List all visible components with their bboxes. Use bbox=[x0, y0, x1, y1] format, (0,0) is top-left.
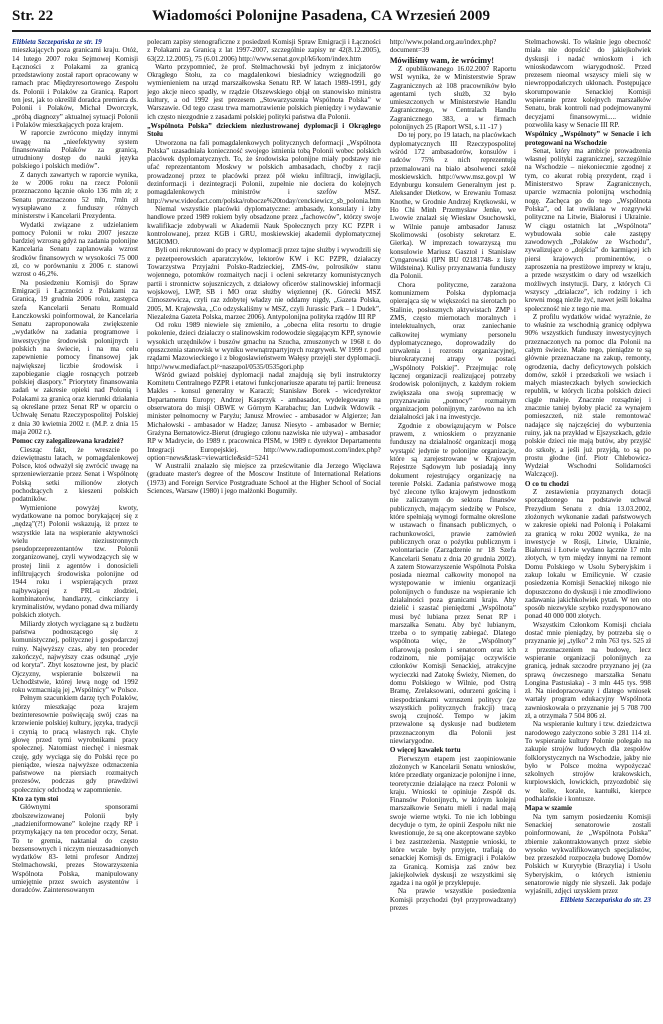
section-heading: Kto za tym stoi bbox=[12, 795, 59, 804]
section-heading: „Wspólnota Polska” dzieckiem niezlustrowanej dyplomacji i Okrągłego Stołu bbox=[147, 121, 381, 139]
paragraph: Ciesząc fakt, że wreszcie po dziewiętnastu latach, w pomagdalenkowej Polsce, ktoś odważył się zwrócić uwagę na sprzeniewierzanie przez Senat i Wspólnotę Polską setki milionów złotych pochodzących z kieszeni polskich podatników. bbox=[12, 445, 139, 504]
paragraph: Wymienione powyżej kwoty, wydatkowane na pomoc borykającej się z „nędzą”(?!) Polonii wskazują, iż przez te wszystkie lata na wspieranie aktywności wielu nieziustronnych pseudoprzeprezentantów tzw. Polonii zorganizowanej, czyli wywodzących się w prostej linii z agentów i donosicieli infiltrujących środowiska polonijne od 1944 roku i wspierających przez najbywającej z PRL-u złodziei, kombinatorów, handlarzy, cinkciarzy i kryminalistów, wydano ponad dwa miliardy polskich złotych. bbox=[12, 503, 139, 620]
paragraph: Chora polityczne, zarażona komunizmem Polska dyplomacja opierająca się w większości na sierotach po Stalinie, posłusznych aktywistach ZMP i ZMS, często miernotach moralnych i intelektualnych, oraz zaniechanie całkowitej wymiany personelu dyplomatycznego, doprowadziły do utrwalenia i rozrostu organizacyjnej, biurokratycznej atrapy w postaci „Wspólnoty Polskiej”. Przejmując rolę łącznej organizacji realizującej potrzeby środowisk polonijnych, z każdym rokiem zwiększała ona swoją supremację w przyznawaniu „pomocy” rozmaitym organizacjom polonijnym, zarówno na ich działalności jak i na inwestycje. bbox=[389, 280, 516, 422]
paragraph: Do tej pory, po 19 latach, na placówkach dyplomatycznych III Rzeczypospolitej wśród 172 ambasadorów, konsulów i radców 75% z nich reprezentują przemalowani na biało absolwenci szkół moskiewskich. http://www.msz.gov.pl W Edynburgu konsulem Generalnym jest p. Aleksander Dietkow, w Erewaniu Tomasz Knothe, w Grodnie Andrzej Krętkowski, w Ho Chi Minh Przemysław Jenke, we Lwowie znalazł się Wiesław Osuchowski, w Wilnie panuje ambasador Janusz Skolimowski (osobisty sekretarz E. Gierka). W imprezach towarzyszą mu konsulowie Mariusz Gasztoł i Stanisław Cyngarowski (IPN BU 02181748- z listy Wildsteina). Kulisy przyznawania funduszy dla Polonii. bbox=[389, 131, 516, 281]
paragraph: Od roku 1989 niewiele się zmieniło, a „obecna elita resortu to drugie pokolenie, dzieci działaczy o stalinowskim rodowodzie sięgającym KPP, synowie wysokich urzędników i buszów gmachu na Szucha, zmuszonych w 1968 r. do opuszczenia stanowisk w wyniku wewnątrzpartyjnych rozgrywek. W 1999 r. pod rządami Mazowieckiego i z błogosławieństwem Wałęsy przejęli ster dyplomacji. http://www.mediafact.pl/~naszapol/0535/0535gori.php bbox=[147, 321, 381, 371]
paragraph: Wśród gwiazd polskiej dyplomacji nadal znajdują się byli instruktorzy Komitetu Centralnego PZPR i etatowi funkcjonariusze aparatu tej partii: Ireneusz Makles - konsul generalny w Karaczi; Stanisław Borek - wicedyrektor Departamentu Europy; Andrzej Kasprzyk - ambasador, wydelegowany na obserwatora do misji OBWE w Górnym Karabachu; Jan Ludwik Wdowik - minister pełnomocny w Paryżu; Janusz Mrowiec - ambasador w Algierze; Jan Michałowski - ambasador w Hadze; Janusz Niesyto - ambasador w Bernie; Grażyna Bernatowicz-Bierut (drugiego członu nazwiska nie używa) - ambasador RP w Madrycie, do 1989 r. pracownica PISM, w 1989 r. dyrektor Departamentu Integracji Europejskiej. http://www.radiopomost.com/index.php?option=news&task=viewarticle&sid=5241 bbox=[147, 370, 381, 462]
column-3 bbox=[390, 38, 516, 1012]
column-1 bbox=[12, 38, 138, 1012]
paragraph: Z danych zawartych w raporcie wynika, że w 2006 roku na rzecz Polonii przeznaczono łącznie około 136 mln zł; z Senatu przeznaczono 52 mln, 7mln zł wysupławano z funduszy różnych ministerstw i Kancelarii Prezydenta. bbox=[12, 170, 139, 221]
paragraph: Miliardy złotych wyciągane są z budżetu państwa podnoszącego się z komunistycznej, politycznej i gospodarczej ruiny. Najwyższy czas, aby ten proceder zakończyć, najwyższy czas odsunąć „ryje od koryta”. Zbyt kosztowne jest, by płacić Ojczyzny, wspieranie bolszewii na Uchodźstwie, której lewą nogę od 1992 roku wzmacniają jej „Wspólnicy” w Polsce. bbox=[12, 619, 139, 695]
continued-on-byline: Elżbieta Szczepańska do str. 23 bbox=[559, 895, 651, 904]
paragraph: Warto przypomnieć, że prof. Stelmachowski był jednym z inicjatorów Okrągłego Stołu, za co magdalenkowi biesiadnicy wzięgnodzili go wymienieniem na urząd marszałkowska Senatu RP. W latach 1989-1991, gdy jego akcje nieco spadły, w rządzie Olszewskiego objął on stanowisko ministra kultury, a od 1992 jest prezesem „Stowarzyszenia Wspólnota Polska” w Warszawie. Od tego czasu trwa marnotrawienie polskich pieniędzy i wydawanie ich często niezgodnie z zasadami polskiej polityki państwa dla Polonii. bbox=[147, 62, 381, 121]
column-2 bbox=[147, 38, 381, 1012]
paragraph: Stelmachowski. To właśnie jego obecność miała nie dopuścić do jakiejkolwiek dyskusji i nadać wnioskom i ich wnioskodawcom wiarygodność. Przed prezesem nieomal wszyscy mieli się w niewroppodańczych ukłonach. Postępujące skorumpowanie Senackiej Komisji wspieranie przez kolejnych marszałków Senatu, brak kontroli nad podejmowanymi decyzjami finansowymi..... widnie pozwoliła kasy w Senacie III RP. bbox=[524, 38, 651, 129]
section-heading: Pomoc czy zalegalizowana kradzież? bbox=[12, 437, 124, 446]
paragraph: Zgodnie z obowiązującym w Polsce prawem, z wnioskiem o przyznanie funduszy na działalność organizacji mogą wystąpić jedynie te polonijne organizacje, które są zarejestrowane w Krajowym Rejestrze Sądowym lub posiadają inny dokument rejestrujący organizację na terenie Polski. Zadania państwowe mogą być zlecone tylko krajowym jednostkom nie zaliczanym do sektora finansów publicznych, mającym siedzibę w Polsce, które spełniają wymogi formalne określone w ustawach o finansach publicznych, o rachunkowości, prawie zamówień publicznych oraz o pożytku publicznym i wolontariacie (Zarządzenie nr 18 Szefa Kancelarii Senatu z dnia 20 grudnia 2002). A zatem Stowarzyszenie Wspólnota Polska posiada niezmal całkowity monopol na występowanie w imieniu organizacji polonijnych o fundusze na wspieranie ich działalności poza granicami kraju. Aby dzielić i szastać pieniędzmi „Wspólnota” musi być lubiana przez Senat RP i marszałka Senatu. Aby być lubianym, trzeba o to sympatię zabiegać. Dlatego wspólnota więc, że „Wspólnoty” ofiarowują posłom i senatorom oraz ich rodzinom, nie pomijając oczywiście członków Komisji Senackiej, atrakcyjne wycieczki nad Zatokę Świeży, Niemen, do domu Polskiego w Wilnie, pod Ostrą Bramę, Zrelaksowani, odurzeni gościną i niespodziankami wzruszeni politycy (ze wszystkich politycznych frakcji) tracą swoją czujność. Tempo w jakim przewalone są dyskusje nad budżetem przeznaczonym dla Polonii jest niewiarygodne. bbox=[389, 421, 516, 746]
paragraph: Na wspieranie kultury i tzw. dziedzictwa narodowego zażyczono sobie 3 281 114 zł. To wspieranie kultury Polonie polegało na zakupie strojów ludowych dla zespołów folklorystycznych na Wschodzie, jakby nie było w Polsce można wypożyczać szkolnych strojów krakowskich, kurpiowskich, łowickich, przyozdobić się w kolie, korale, kantułki, kierpce podhalańskie i kontusze. bbox=[524, 720, 651, 804]
paragraph: Głównymi sponsorami zbolszewizowanej Polonii były „nadzieniformowane” kolejne rządy RP i przymykający na ten procedor oczy, Senat. To te gremia, naktaniał do często bezsensownych i niczym nieuzasadnionych wydatków 83- letni profesor Andrzej Stelmachowski, prezes Stowarzyszenia Wspólnota Polska, manipulowany umiejętnie przez swoich asystentów i doradców. Zainteresowanym bbox=[12, 803, 139, 895]
paragraph: Na tym samym posiedzeniu Komisji Senackiej senatorowie zostali poinformowani, że „Wspólnota Polska” zbiernie zakontraktowanych przez siebie wysoko wykwalifikowanych specjalistów, bez przeszkód rozpoczęła budowę Domów Polskich w Kurytybie (Brazylia) i Usolu Syberyjskim, o których istnieniu senatorowie nigdy nie słyszeli. Jak podaje wyjaśnili, zdjęci uzyskiem przez bbox=[524, 812, 651, 896]
paragraph: Wydatki związane z udzielaniem pomocy Polonii w roku 2007 jeszcze bardziej wzrosną gdyż na zadania polonijne Kancelaria Senatu zaplanowała wzrost środków finansowych w wysokości 75 000 zł, co w porównaniu z 2006 r. stanowi wzrost o 46,2%. bbox=[12, 220, 139, 279]
paragraph: W raporcie zwrócono między innymi uwagę na „nieefektywny system finansowania Polaków za granicą, utrudniony dostęp do nauki języka polskiego i polskich mediów”. bbox=[12, 129, 139, 171]
section-heading: Mówiliśmy wam, że wrócimy! bbox=[389, 55, 494, 65]
section-heading: Wspólnicy „Wspólnoty” w Senacie i ich protegowani na Wschodzie bbox=[524, 130, 651, 147]
paragraph: Pierwszym etapem jest zaopiniowanie złożonych w Kancelarii Senatu wniosków, które przedłaty organizacje polonijne i inne, teoretycznie działające na rzecz Polonii w kraju. Wnioski te opiniuje Zespół ds. Finansów Polonijnych, w którym kolejni marszałkowie Senatu mieli i nadal mają swoje wierne wtyki. To nie ich lobbingu decyduje o tym, że opinii Zespołu nikt nie kwestionuje, że są one akceptowane szybko i bez zastrzeżenia. Następnie wnioski, te które wcale były przyjęte, trafiają do senackiej Komisji ds. Emigracji i Polaków za Granicą. Komisja zaś znów bez jakiejkolwiek dyskusji ze wszystkimi się zgadza i na ogół je przyklepuje. bbox=[389, 754, 516, 888]
paragraph: Niemal wszystkie placówki dyplomatyczne: ambasady, konsulaty i izby handlowe przed 1989 rokiem były obsadzone przez „fachowców”, którzy swoje kwalifikacje zdobywali w Akademii Nauk Społecznych przy KC PZPR i kontrolowanej, przez KGB i GRU, moskiewskiej akademii dyplomatycznej MGIOMO. bbox=[147, 204, 381, 247]
paragraph: Wszystkim Członkom Komisji chciała dostać mnie pieniądzy, by potrzeba się o przyznanie jej „tylko” 2 mln 763 tys. 525 zł z przeznaczeniem na budowę, lecz wspieranie organizacji polonijnych za granicą, jednak szczodre przyznano jej (za sprawą ówczesnego marszałka Senatu Longina Pastusiaka) - 3 mln 445 tys. 998 zł. Na niedopracowany i dlatego wniosek wartały program edukacyjny Wspólnota zawnioskowała o przyznanie jej 5 708 700 zł, a otrzymała 7 504 806 zł. bbox=[524, 620, 651, 721]
paragraph: Z profilu wydatków widać wyraźnie, że to właśnie za wschodnią granicę odpływa 90% wszystkich funduszy inwestycyjnych przeznaczonych na pomoc dla Polonii na całym świecie. Mało tego, pieniądze te są głównie przeznaczane na zakup, remonty, ogrodzenia, dachy deficytowych polskich domów, szkół i przedszkoli we wsiach i małych miasteczkach byłych sowieckich republik, w których liczba polskich dzieci ciągle maleje. Znacznie rozsądniej i znacznie taniej byłoby płacić za wynajem pomieszczeń, niż stale remontować nadające się najczęściej do wyburzenia ruiny, jak na przykład w Ejszyszkach, gdzie polskie dzieci nie mają butów, aby przyjść do szkoły, a jeśli już przyjdą, to są po prostu głodne (inf. Piotr Chlebowicz-Wydział Wschodni Solidarności Walczącej). bbox=[524, 312, 651, 479]
paragraph: mieszkających poza granicami kraju. Otóż, 14 lutego 2007 roku Sejmowej Komisji Łączności z Polakami za granicą przedstawiony został raport opracowany w ramach prac Międzyresortowego Zespołu ds. Polonii i Polaków za Granicą. Raport ten jest, jak to określił doradca premiera ds. Polonii i Polaków, Michał Dworczyk, „próbą diagnozy” aktualnej sytuacji Polonii i Polaków mieszkających poza krajem. bbox=[12, 46, 139, 129]
article-columns bbox=[12, 38, 651, 1012]
newspaper-title: Wiadomości Polonijne Pasadena, CA Wrzesień 2009 bbox=[152, 8, 491, 24]
paragraph: Z opublikowanego 16.02.2007 Raportu WSI wynika, że w Ministerstwie Spraw Zagranicznych aż 108 pracowników było agentami tych służb, 32 było umieszczonych w Ministerstwie Handlu Zagranicznego, w Centralach Handlu Zagranicznego 383, a w firmach polonijnych 25 (Raport WSI, s.11 -17 ) bbox=[389, 65, 516, 132]
paragraph: Senat, który ma ambicje prowadzenia własnej polityki zagranicznej, szczególnie na Wschodzie – niekoniecznie zgodnej z tym, co akurat robią prezydent, rząd i Ministerstwo Spraw Zagranicznych, uparcie wzmacnia polonijną wschodnią nogę. Zachęca go do tego „Wspólnota Polska”, od lat uwikłana w rozgrywki polityczne na Litwie, Białorusi i Ukrainie. W ciągu ostatnich lat „Wspólnota” wybudowała sobie całe zastępy zawodowych „Polaków ze Wschodu”, zywalizujące o „dojścia” do karmiącej ich piersi krajowych prominentów, o zaproszenia na prestiżowe imprezy w kraju, a przede wszystkim o dary od wszelkich możliwych instytucji. Dary, z których Ci wszyscy „działacze”, ich rodziny i ich krewni mogą nieźle żyć, nawet jeśli lokalna społeczność nie z tego nie ma. bbox=[524, 146, 651, 313]
page-number: Str. 22 bbox=[12, 8, 54, 24]
continued-from-byline: Elżbieta Szczepańska ze str. 19 bbox=[12, 38, 102, 46]
masthead bbox=[12, 6, 651, 32]
section-heading: Mapa w szamie bbox=[524, 804, 573, 813]
paragraph: Byli oni rekrutowani do pracy w dyplomacji przez tajne służby i wywodzili się z pezetpeerowskich aparatczyków, lektorów KW i KC PZPR, działaczy Towarzystwa Przyjaźni Polsko-Radzieckiej, ZMS-ów, polrosików stanu wojennego, potomków rozmaitych nacji i ocleni sekretarzy komunistycznych partii i stronnictw sojuszniczych, z działowy oficerów stalinowskiej informacji wojskowej, LWP, SB i MO oraz służby więziennej (K. Górecki MSZ Cimoszewicza, czyli raz zdobytej władzy nie oddamy nigdy, „Gazeta Polska, 2005, M. Krajewska, „Co odzyskaliśmy w MSZ, czyli Jurassic Park – 1 Dudek”, Niezależna Gazeta Polska, marzec 2006). Antypolonijna polityka rządów III RP bbox=[147, 246, 381, 321]
section-heading: O co tu chodzi bbox=[524, 479, 569, 488]
paragraph: polecam zapisy stenograficzne z posiedzeń Komisji Spraw Emigracji i Łączności z Polakami za Granicą z lat 1997-2007, szczególnie zapisy nr 42(8.12.2005), 63(22.12.2005), 75 (6.01.2006) http://www.senat.gov.pl/k6/kom/index.htm bbox=[147, 38, 381, 63]
paragraph: http://www.poland.org.au/index.php?document=39 bbox=[389, 38, 497, 55]
column-4 bbox=[525, 38, 651, 1012]
section-heading: O więcej kawałek tortu bbox=[389, 746, 461, 755]
paragraph: W Australii znalazło się miejsce za prześcwitanie dla Jerzego Więcława (graduate master's degree of the Moscow Institute of International Relations (1973) and Foreign Service Postgraduate School at the Higher School of Social Sciences, Warsaw (1980) i jego małżonki Bogumiły. bbox=[147, 462, 381, 496]
paragraph: Z zestawienia przyznanych dotacji sporządzonego na podstawie uchwał Prezydium Senatu z dnia 13.03.2002, złożonych wykonanie zadań państwowych w zakresie opieki nad Polonią i Polakami za granicą w roku 2002 wynika, że na inwestycje w Rosji, Litwie, Ukrainie, Białorusi i Łotwie wydano łącznie 17 mln złotych, w tym między innymi na remont Domu Polskiego w Usolu Syberyjskim i zakup lokalu w Emilicynie. W czasie posiedzenia Komisji Senackiej nikogo nie dopuszczono do dyskusji i nie zmodliwiono zadawania jakichkolwiek pytań. W ten oto sposób niezwykle szybko rozdysponowano ponad 40 000 000 złotych. bbox=[524, 488, 651, 621]
paragraph: Utworzona na fali pomagdalenkowych politycznych deformacji „Wspólnota Polska” uzasadniała konieczność swojego istnienia tobą Polonii wobec polskich placówek dyplomatycznych. To, że środowiska polonijne miały podstawy nie ufać reprezentantom Moskwy w polskich ambasadach, choćby z racji prowadzonej przez te placówki przez pół wieku infiltracji, inwigilacji, dezinformacji i dezintegracji Polonii, zupełnie nie dociera do kolejnych pomagdalenkowych ministrów i szefów MSZ. http://www.videofact.com/polska/robocze%20today/cenckiewicz_sb_polonia.htm bbox=[147, 138, 381, 205]
paragraph: Pełnym szacunkiem darzę tych Polaków, którzy mieszkając poza krajem bezinteresownie poświęcają swój czas na krzewienie polskiej kultury, języka, tradycji i czynią to pracą własnych rąk. Chyle głowę przed tymi wyrobnikami pracy społecznej. Natomiast niechęć i niesmak czuję, gdy wyciąga się do Polski ręce po pieniądze, wiesza najwyższe odznaczenia państwowe na piersiach rozmaitych prezesów, podczas gdy prawdziwi społecznicy odchodzą w zapomnienie. bbox=[12, 694, 139, 794]
paragraph: Na prawie wszystkie posiedzenia Komisji przychodzi (był przyprowadzany) prezes bbox=[389, 887, 516, 912]
paragraph: Na posiedzeniu Komisji do Spraw Emigracji i Łączności z Polakami za Granicą, 19 grudnia 2006 roku, zastępca szefa Kancelarii Senatu Romuald Łanczkowski poinformował, że Kancelaria Senatu zaproponowała zwiększenie „wydatków na zadania programowe i inwestycyjne środowisk polonijnych i polskich na świecie, i na ma celu zapewnienie pomocy finansowej jak największej liczbie środowisk i zapobieganie ciągłe rosnących potrzeb polskiej diaspory.” Priorytety finansowania zadań w zakresie opieki nad Polonią i Polakami za granicą oraz kierunki działania są określane przez Senat RP w oparciu o Uchwałę Senatu Rzeczypospolitej Polskiej z dnia 30 kwietnia 2002 r. (M.P. z dnia 15 maja 2002 r.). bbox=[12, 278, 139, 436]
